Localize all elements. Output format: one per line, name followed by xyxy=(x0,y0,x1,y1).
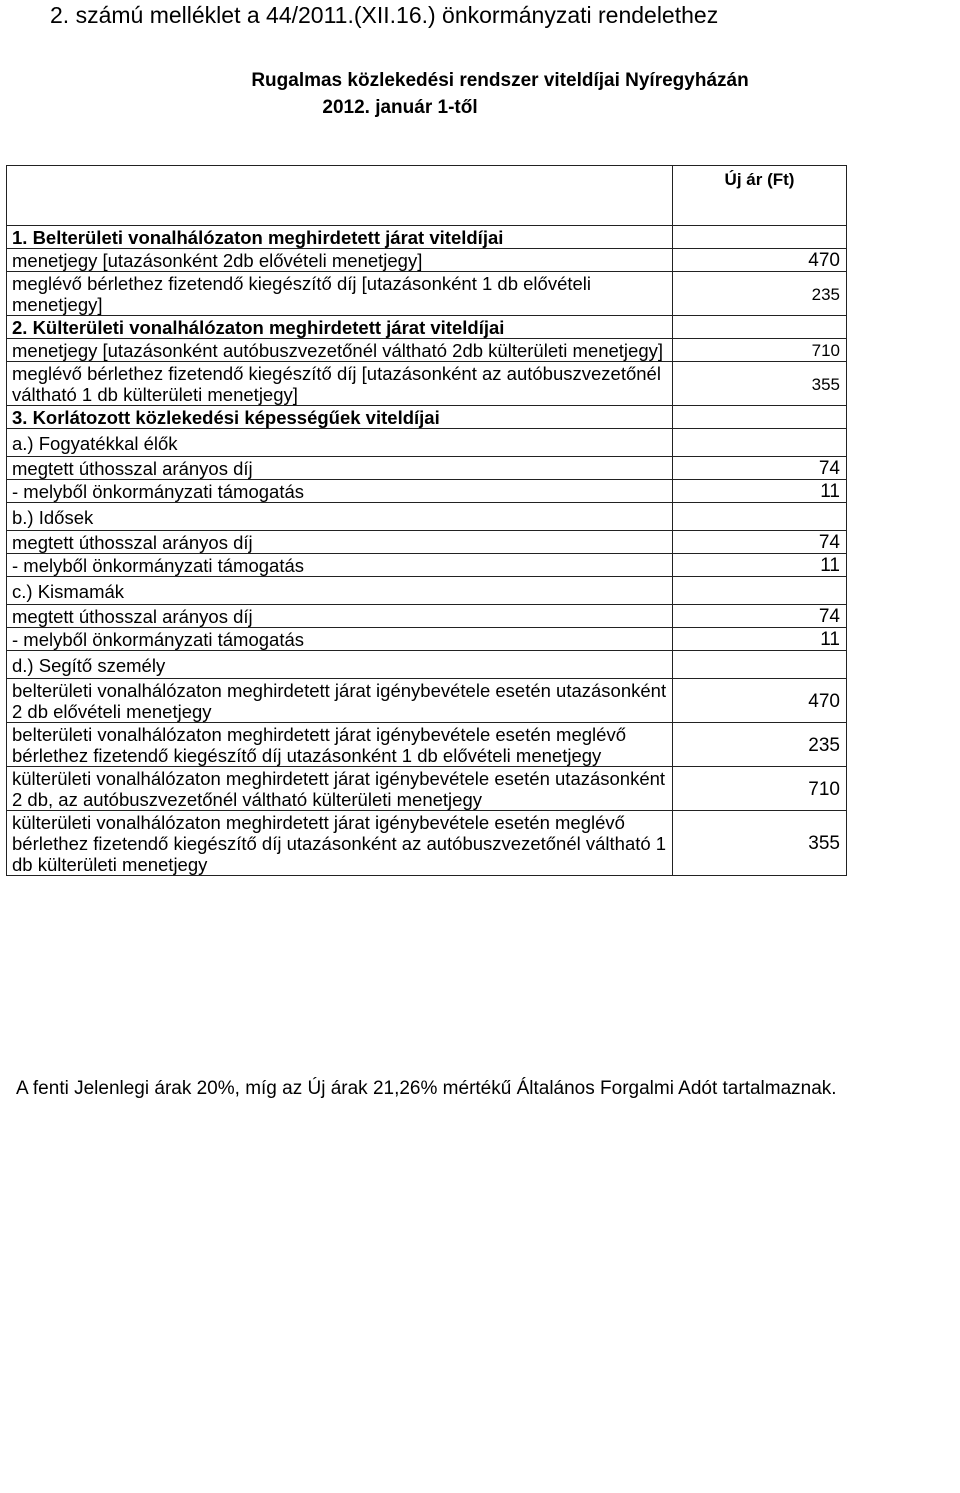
group-row xyxy=(7,651,847,679)
row-label: külterületi vonalhálózaton meghirdetett járat igénybevétele esetén meglévő bérlethez fizetendő kiegészítő díj utazásonként az autóbuszvezetőnél váltható 1 db külterületi menetjegy xyxy=(7,811,673,876)
table-row xyxy=(7,767,847,811)
row-price xyxy=(673,316,847,339)
table-row xyxy=(7,480,847,503)
footnote: A fenti Jelenlegi árak 20%, míg az Új árak 21,26% mértékű Általános Forgalmi Adót tartalmaznak. xyxy=(16,1078,837,1099)
row-price: 355 xyxy=(673,362,847,406)
row-label: b.) Idősek xyxy=(7,503,673,531)
row-price: 74 xyxy=(673,457,847,480)
row-label: - melyből önkormányzati támogatás xyxy=(7,480,673,503)
table-row xyxy=(7,249,847,272)
row-label: belterületi vonalhálózaton meghirdetett járat igénybevétele esetén utazásonként 2 db elővételi menetjegy xyxy=(7,679,673,723)
document-subtitle: 2012. január 1-től xyxy=(322,97,478,118)
table-row xyxy=(7,362,847,406)
section-row xyxy=(7,406,847,429)
row-price: 235 xyxy=(673,272,847,316)
row-price xyxy=(673,651,847,679)
table-row xyxy=(7,339,847,362)
table-header-row xyxy=(7,166,847,226)
row-price: 710 xyxy=(673,767,847,811)
row-label: menetjegy [utazásonként autóbuszvezetőnél váltható 2db külterületi menetjegy] xyxy=(7,339,673,362)
row-label: menetjegy [utazásonként 2db elővételi menetjegy] xyxy=(7,249,673,272)
row-price: 235 xyxy=(673,723,847,767)
row-price xyxy=(673,577,847,605)
row-price xyxy=(673,226,847,249)
row-label: megtett úthosszal arányos díj xyxy=(7,531,673,554)
header-label-cell xyxy=(7,166,673,226)
table-row xyxy=(7,723,847,767)
row-price: 355 xyxy=(673,811,847,876)
table-row xyxy=(7,628,847,651)
table-row xyxy=(7,811,847,876)
table-row xyxy=(7,605,847,628)
row-price: 470 xyxy=(673,679,847,723)
group-row xyxy=(7,503,847,531)
row-label: a.) Fogyatékkal élők xyxy=(7,429,673,457)
table-row xyxy=(7,272,847,316)
group-row xyxy=(7,429,847,457)
row-price: 11 xyxy=(673,480,847,503)
row-label: c.) Kismamák xyxy=(7,577,673,605)
table-row xyxy=(7,531,847,554)
row-price: 74 xyxy=(673,531,847,554)
row-price xyxy=(673,503,847,531)
row-label: megtett úthosszal arányos díj xyxy=(7,605,673,628)
row-label: - melyből önkormányzati támogatás xyxy=(7,554,673,577)
price-table-body xyxy=(7,166,847,876)
row-label: 3. Korlátozott közlekedési képességűek viteldíjai xyxy=(7,406,673,429)
row-label: 1. Belterületi vonalhálózaton meghirdetett járat viteldíjai xyxy=(7,226,673,249)
price-column-header: Új ár (Ft) xyxy=(673,166,847,226)
row-label: belterületi vonalhálózaton meghirdetett járat igénybevétele esetén meglévő bérlethez fizetendő kiegészítő díj utazásonként 1 db elővételi menetjegy xyxy=(7,723,673,767)
row-price: 11 xyxy=(673,628,847,651)
row-price xyxy=(673,429,847,457)
group-row xyxy=(7,577,847,605)
row-price: 74 xyxy=(673,605,847,628)
annex-title: 2. számú melléklet a 44/2011.(XII.16.) önkormányzati rendelethez xyxy=(50,2,719,28)
price-table xyxy=(6,165,847,876)
row-label: meglévő bérlethez fizetendő kiegészítő díj [utazásonként 1 db elővételi menetjegy] xyxy=(7,272,673,316)
section-row xyxy=(7,226,847,249)
table-row xyxy=(7,554,847,577)
row-label: d.) Segítő személy xyxy=(7,651,673,679)
row-price: 11 xyxy=(673,554,847,577)
row-label: külterületi vonalhálózaton meghirdetett járat igénybevétele esetén utazásonként 2 db, az autóbuszvezetőnél váltható külterületi menetjegy xyxy=(7,767,673,811)
row-label: - melyből önkormányzati támogatás xyxy=(7,628,673,651)
row-label: 2. Külterületi vonalhálózaton meghirdetett járat viteldíjai xyxy=(7,316,673,339)
row-price: 470 xyxy=(673,249,847,272)
table-row xyxy=(7,679,847,723)
row-label: megtett úthosszal arányos díj xyxy=(7,457,673,480)
row-label: meglévő bérlethez fizetendő kiegészítő díj [utazásonként az autóbuszvezetőnél váltható 1 db külterületi menetjegy] xyxy=(7,362,673,406)
section-row xyxy=(7,316,847,339)
row-price xyxy=(673,406,847,429)
row-price: 710 xyxy=(673,339,847,362)
document-title: Rugalmas közlekedési rendszer viteldíjai Nyíregyházán xyxy=(251,70,749,91)
table-row xyxy=(7,457,847,480)
